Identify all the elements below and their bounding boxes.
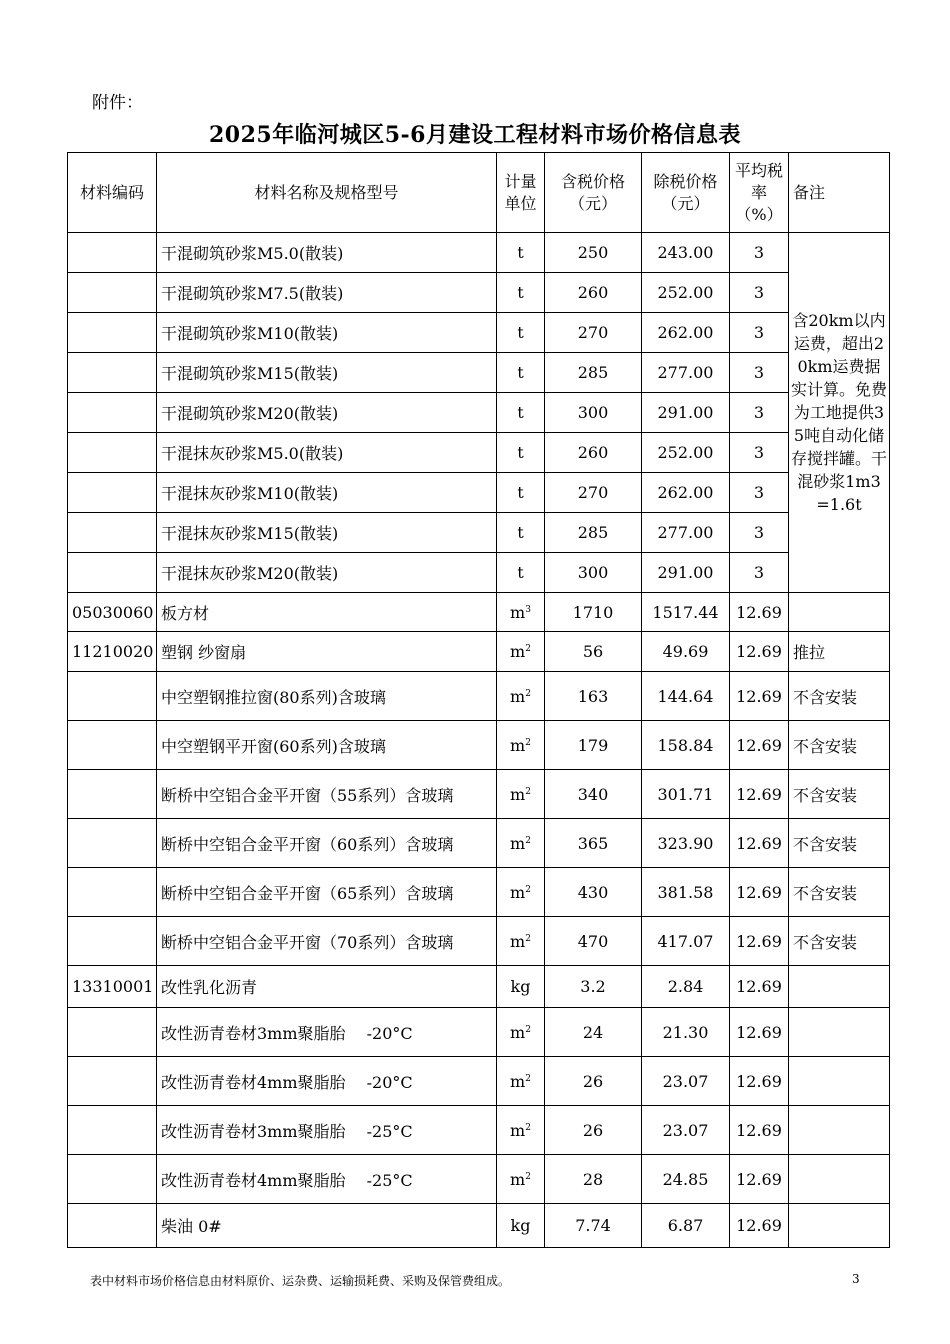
cell-remark: 不含安装 bbox=[789, 819, 890, 868]
cell-rate: 3 bbox=[730, 513, 789, 553]
header-rate: 平均税率（%） bbox=[730, 153, 789, 233]
cell-code bbox=[68, 1204, 157, 1248]
table-row bbox=[68, 721, 890, 770]
cell-rate: 3 bbox=[730, 353, 789, 393]
cell-name: 断桥中空铝合金平开窗（55系列）含玻璃 bbox=[157, 770, 497, 819]
table-row bbox=[68, 1057, 890, 1106]
cell-rate: 12.69 bbox=[730, 868, 789, 917]
table-row bbox=[68, 1155, 890, 1204]
table-row bbox=[68, 632, 890, 672]
cell-price-tax: 56 bbox=[545, 632, 642, 672]
cell-price-notax: 23.07 bbox=[642, 1106, 730, 1155]
unit-text: t bbox=[517, 403, 524, 422]
cell-remark bbox=[789, 966, 890, 1008]
cell-remark bbox=[789, 1155, 890, 1204]
cell-name: 干混砌筑砂浆M20(散装) bbox=[157, 393, 497, 433]
cell-code bbox=[68, 313, 157, 353]
cell-name: 干混砌筑砂浆M5.0(散装) bbox=[157, 233, 497, 273]
cell-unit bbox=[497, 770, 545, 819]
cell-price-tax: 365 bbox=[545, 819, 642, 868]
table-row bbox=[68, 1106, 890, 1155]
table-row bbox=[68, 513, 890, 553]
cell-price-tax: 3.2 bbox=[545, 966, 642, 1008]
cell-price-tax: 430 bbox=[545, 868, 642, 917]
cell-price-tax: 250 bbox=[545, 233, 642, 273]
cell-unit bbox=[497, 721, 545, 770]
cell-price-tax: 300 bbox=[545, 393, 642, 433]
cell-price-notax: 417.07 bbox=[642, 917, 730, 966]
cell-unit bbox=[497, 632, 545, 672]
cell-name: 断桥中空铝合金平开窗（65系列）含玻璃 bbox=[157, 868, 497, 917]
cell-code bbox=[68, 513, 157, 553]
cell-remark bbox=[789, 1008, 890, 1057]
table-row bbox=[68, 313, 890, 353]
cell-rate: 12.69 bbox=[730, 593, 789, 632]
cell-rate: 3 bbox=[730, 273, 789, 313]
cell-unit bbox=[497, 819, 545, 868]
cell-unit bbox=[497, 1204, 545, 1248]
unit-exponent: 2 bbox=[525, 786, 531, 797]
cell-rate: 3 bbox=[730, 473, 789, 513]
cell-unit bbox=[497, 1057, 545, 1106]
cell-code bbox=[68, 672, 157, 721]
unit-text: m bbox=[510, 1169, 526, 1189]
cell-code: 05030060 bbox=[68, 593, 157, 632]
cell-name: 干混抹灰砂浆M15(散装) bbox=[157, 513, 497, 553]
cell-price-notax: 49.69 bbox=[642, 632, 730, 672]
table-row bbox=[68, 233, 890, 273]
cell-price-tax: 7.74 bbox=[545, 1204, 642, 1248]
table-row bbox=[68, 868, 890, 917]
cell-price-tax: 179 bbox=[545, 721, 642, 770]
cell-price-notax: 323.90 bbox=[642, 819, 730, 868]
footer-note: 表中材料市场价格信息由材料原价、运杂费、运输损耗费、采购及保管费组成。 bbox=[90, 1274, 511, 1288]
cell-code bbox=[68, 233, 157, 273]
unit-text: m bbox=[510, 931, 526, 951]
cell-remark: 不含安装 bbox=[789, 672, 890, 721]
unit-exponent: 2 bbox=[525, 933, 531, 944]
cell-unit bbox=[497, 966, 545, 1008]
cell-price-notax: 158.84 bbox=[642, 721, 730, 770]
unit-exponent: 2 bbox=[525, 1024, 531, 1035]
cell-remark: 推拉 bbox=[789, 632, 890, 672]
cell-remark: 不含安装 bbox=[789, 770, 890, 819]
cell-unit bbox=[497, 1106, 545, 1155]
table-row bbox=[68, 917, 890, 966]
unit-text: kg bbox=[510, 1216, 531, 1235]
cell-name: 塑钢 纱窗扇 bbox=[157, 632, 497, 672]
cell-price-notax: 262.00 bbox=[642, 313, 730, 353]
header-price-tax: 含税价格（元） bbox=[545, 153, 642, 233]
table-row bbox=[68, 273, 890, 313]
unit-text: m bbox=[510, 1022, 526, 1042]
page-number: 3 bbox=[852, 1272, 860, 1286]
table-row bbox=[68, 353, 890, 393]
attachment-label: 附件： bbox=[92, 93, 143, 113]
cell-price-tax: 270 bbox=[545, 313, 642, 353]
cell-code bbox=[68, 721, 157, 770]
cell-price-notax: 252.00 bbox=[642, 273, 730, 313]
page-title: 2025年临河城区5-6月建设工程材料市场价格信息表 bbox=[209, 122, 741, 148]
cell-rate: 12.69 bbox=[730, 1008, 789, 1057]
cell-price-notax: 291.00 bbox=[642, 553, 730, 593]
unit-exponent: 2 bbox=[525, 884, 531, 895]
cell-rate: 12.69 bbox=[730, 770, 789, 819]
unit-text: m bbox=[510, 602, 526, 622]
cell-unit bbox=[497, 473, 545, 513]
cell-remark: 不含安装 bbox=[789, 868, 890, 917]
unit-text: t bbox=[517, 443, 524, 462]
header-remark: 备注 bbox=[789, 153, 890, 233]
cell-price-tax: 285 bbox=[545, 353, 642, 393]
table-row bbox=[68, 593, 890, 632]
cell-price-tax: 26 bbox=[545, 1106, 642, 1155]
cell-code bbox=[68, 473, 157, 513]
cell-rate: 3 bbox=[730, 313, 789, 353]
cell-name: 板方材 bbox=[157, 593, 497, 632]
table-row bbox=[68, 1008, 890, 1057]
cell-price-tax: 260 bbox=[545, 273, 642, 313]
cell-unit bbox=[497, 433, 545, 473]
cell-price-tax: 340 bbox=[545, 770, 642, 819]
price-table bbox=[67, 152, 890, 1248]
cell-code bbox=[68, 917, 157, 966]
cell-name: 干混抹灰砂浆M5.0(散装) bbox=[157, 433, 497, 473]
cell-price-tax: 285 bbox=[545, 513, 642, 553]
cell-name: 柴油 0# bbox=[157, 1204, 497, 1248]
header-unit: 计量单位 bbox=[497, 153, 545, 233]
header-row bbox=[68, 153, 890, 233]
table-row bbox=[68, 473, 890, 513]
cell-unit bbox=[497, 393, 545, 433]
cell-code bbox=[68, 433, 157, 473]
unit-text: m bbox=[510, 686, 526, 706]
unit-text: m bbox=[510, 642, 526, 661]
cell-price-tax: 28 bbox=[545, 1155, 642, 1204]
table-row bbox=[68, 553, 890, 593]
cell-price-notax: 301.71 bbox=[642, 770, 730, 819]
cell-unit bbox=[497, 553, 545, 593]
cell-name: 改性沥青卷材3mm聚脂胎 -25°C bbox=[157, 1106, 497, 1155]
cell-code bbox=[68, 393, 157, 433]
unit-exponent: 2 bbox=[525, 737, 531, 748]
table-row bbox=[68, 770, 890, 819]
unit-text: t bbox=[517, 563, 524, 582]
cell-code bbox=[68, 1008, 157, 1057]
cell-price-notax: 381.58 bbox=[642, 868, 730, 917]
table-row bbox=[68, 433, 890, 473]
cell-rate: 12.69 bbox=[730, 672, 789, 721]
cell-price-tax: 1710 bbox=[545, 593, 642, 632]
cell-price-tax: 300 bbox=[545, 553, 642, 593]
cell-rate: 12.69 bbox=[730, 1057, 789, 1106]
cell-price-notax: 262.00 bbox=[642, 473, 730, 513]
cell-price-notax: 252.00 bbox=[642, 433, 730, 473]
cell-code: 11210020 bbox=[68, 632, 157, 672]
cell-unit bbox=[497, 593, 545, 632]
cell-remark bbox=[789, 1106, 890, 1155]
table-row bbox=[68, 672, 890, 721]
unit-text: kg bbox=[510, 977, 531, 996]
cell-code bbox=[68, 273, 157, 313]
cell-code bbox=[68, 553, 157, 593]
cell-rate: 12.69 bbox=[730, 1204, 789, 1248]
unit-text: t bbox=[517, 523, 524, 542]
cell-code bbox=[68, 868, 157, 917]
cell-rate: 12.69 bbox=[730, 632, 789, 672]
unit-text: m bbox=[510, 1120, 526, 1140]
unit-exponent: 2 bbox=[525, 644, 531, 654]
cell-price-tax: 260 bbox=[545, 433, 642, 473]
unit-text: t bbox=[517, 323, 524, 342]
cell-price-tax: 270 bbox=[545, 473, 642, 513]
cell-unit bbox=[497, 917, 545, 966]
unit-exponent: 2 bbox=[525, 835, 531, 846]
unit-text: m bbox=[510, 1071, 526, 1091]
cell-name: 干混抹灰砂浆M20(散装) bbox=[157, 553, 497, 593]
cell-price-notax: 21.30 bbox=[642, 1008, 730, 1057]
unit-text: m bbox=[510, 833, 526, 853]
cell-name: 改性沥青卷材4mm聚脂胎 -20°C bbox=[157, 1057, 497, 1106]
cell-code bbox=[68, 1106, 157, 1155]
header-code: 材料编码 bbox=[68, 153, 157, 233]
cell-code bbox=[68, 353, 157, 393]
cell-unit bbox=[497, 1008, 545, 1057]
header-name: 材料名称及规格型号 bbox=[157, 153, 497, 233]
cell-name: 改性沥青卷材4mm聚脂胎 -25°C bbox=[157, 1155, 497, 1204]
cell-rate: 12.69 bbox=[730, 1155, 789, 1204]
unit-text: m bbox=[510, 784, 526, 804]
cell-unit bbox=[497, 1155, 545, 1204]
cell-name: 断桥中空铝合金平开窗（60系列）含玻璃 bbox=[157, 819, 497, 868]
cell-price-notax: 23.07 bbox=[642, 1057, 730, 1106]
cell-price-notax: 243.00 bbox=[642, 233, 730, 273]
cell-price-notax: 24.85 bbox=[642, 1155, 730, 1204]
cell-rate: 12.69 bbox=[730, 819, 789, 868]
cell-price-notax: 277.00 bbox=[642, 513, 730, 553]
cell-rate: 3 bbox=[730, 393, 789, 433]
table-row bbox=[68, 1204, 890, 1248]
cell-remark bbox=[789, 1057, 890, 1106]
unit-exponent: 3 bbox=[525, 604, 531, 615]
cell-rate: 12.69 bbox=[730, 917, 789, 966]
cell-price-notax: 6.87 bbox=[642, 1204, 730, 1248]
cell-code: 13310001 bbox=[68, 966, 157, 1008]
cell-price-tax: 470 bbox=[545, 917, 642, 966]
cell-code bbox=[68, 819, 157, 868]
unit-text: m bbox=[510, 882, 526, 902]
cell-remark: 不含安装 bbox=[789, 721, 890, 770]
unit-text: t bbox=[517, 363, 524, 382]
cell-code bbox=[68, 770, 157, 819]
cell-remark bbox=[789, 593, 890, 632]
cell-name: 改性沥青卷材3mm聚脂胎 -20°C bbox=[157, 1008, 497, 1057]
cell-price-notax: 1517.44 bbox=[642, 593, 730, 632]
cell-unit bbox=[497, 868, 545, 917]
cell-price-tax: 24 bbox=[545, 1008, 642, 1057]
cell-name: 中空塑钢平开窗(60系列)含玻璃 bbox=[157, 721, 497, 770]
cell-rate: 3 bbox=[730, 233, 789, 273]
table-row bbox=[68, 393, 890, 433]
cell-remark bbox=[789, 1204, 890, 1248]
cell-name: 中空塑钢推拉窗(80系列)含玻璃 bbox=[157, 672, 497, 721]
cell-price-notax: 291.00 bbox=[642, 393, 730, 433]
cell-rate: 12.69 bbox=[730, 1106, 789, 1155]
cell-rate: 3 bbox=[730, 553, 789, 593]
cell-name: 改性乳化沥青 bbox=[157, 966, 497, 1008]
table-row bbox=[68, 819, 890, 868]
cell-unit bbox=[497, 513, 545, 553]
unit-exponent: 2 bbox=[525, 688, 531, 699]
cell-price-notax: 277.00 bbox=[642, 353, 730, 393]
header-price-notax: 除税价格（元） bbox=[642, 153, 730, 233]
unit-text: t bbox=[517, 483, 524, 502]
cell-code bbox=[68, 1057, 157, 1106]
unit-exponent: 2 bbox=[525, 1171, 531, 1182]
cell-name: 干混抹灰砂浆M10(散装) bbox=[157, 473, 497, 513]
group-note: 含20km以内运费，超出20km运费据实计算。免费为工地提供35吨自动化储存搅拌罐。干混砂浆1m3=1.6t bbox=[789, 233, 890, 593]
unit-text: t bbox=[517, 283, 524, 302]
cell-name: 断桥中空铝合金平开窗（70系列）含玻璃 bbox=[157, 917, 497, 966]
cell-unit bbox=[497, 353, 545, 393]
cell-rate: 3 bbox=[730, 433, 789, 473]
cell-name: 干混砌筑砂浆M15(散装) bbox=[157, 353, 497, 393]
cell-price-notax: 2.84 bbox=[642, 966, 730, 1008]
cell-name: 干混砌筑砂浆M7.5(散装) bbox=[157, 273, 497, 313]
unit-exponent: 2 bbox=[525, 1122, 531, 1133]
unit-exponent: 2 bbox=[525, 1073, 531, 1084]
cell-rate: 12.69 bbox=[730, 966, 789, 1008]
unit-text: t bbox=[517, 243, 524, 262]
cell-price-tax: 163 bbox=[545, 672, 642, 721]
cell-remark: 不含安装 bbox=[789, 917, 890, 966]
unit-text: m bbox=[510, 735, 526, 755]
cell-unit bbox=[497, 233, 545, 273]
table-row bbox=[68, 966, 890, 1008]
cell-code bbox=[68, 1155, 157, 1204]
cell-rate: 12.69 bbox=[730, 721, 789, 770]
cell-price-notax: 144.64 bbox=[642, 672, 730, 721]
cell-name: 干混砌筑砂浆M10(散装) bbox=[157, 313, 497, 353]
cell-unit bbox=[497, 672, 545, 721]
cell-unit bbox=[497, 273, 545, 313]
cell-price-tax: 26 bbox=[545, 1057, 642, 1106]
cell-unit bbox=[497, 313, 545, 353]
